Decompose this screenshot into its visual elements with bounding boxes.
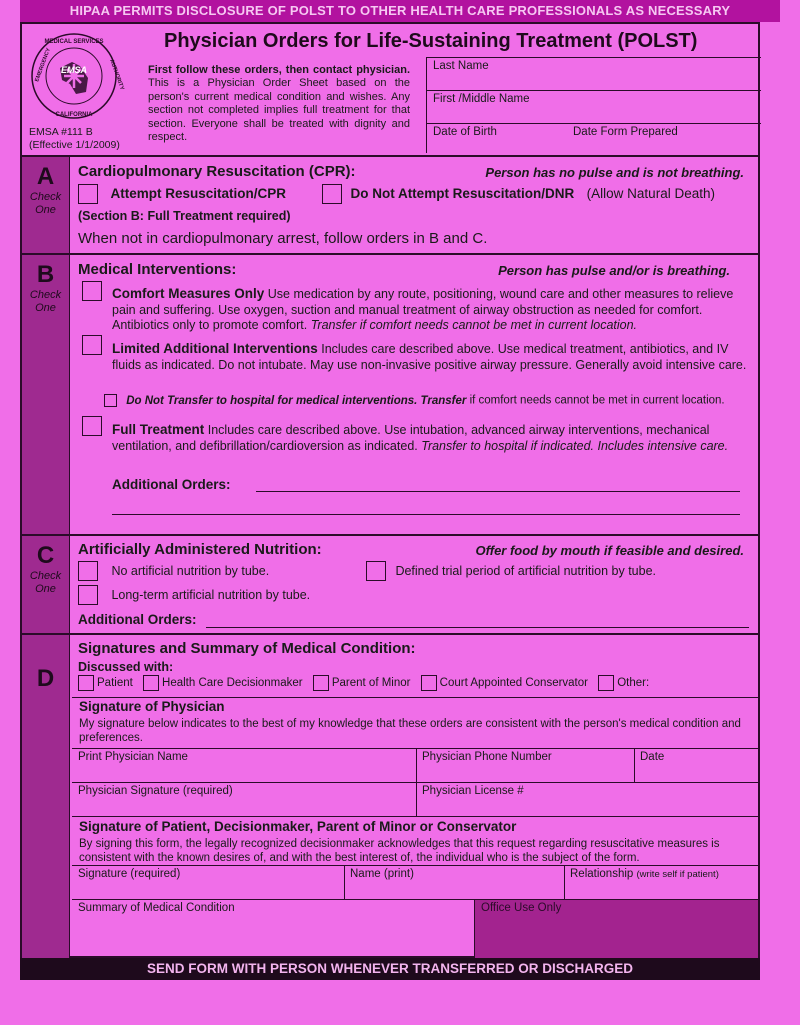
- trial-nutrition-option[interactable]: [366, 561, 656, 581]
- parent-of-minor-label: Parent of Minor: [331, 677, 411, 690]
- section-b-title: Medical Interventions:: [78, 261, 237, 278]
- section-c-additional-orders-label: Additional Orders:: [78, 612, 197, 627]
- last-name-label: Last Name: [433, 60, 489, 72]
- patient-signature-label: Signature (required): [78, 868, 181, 880]
- name-print-label: Name (print): [350, 868, 414, 880]
- section-c-check-one: Check One: [29, 570, 62, 595]
- decisionmaker-label: Health Care Decisionmaker: [162, 677, 303, 690]
- cpr-option-dnr[interactable]: [322, 184, 715, 204]
- conservator-label: Court Appointed Conservator: [439, 677, 588, 690]
- hipaa-banner: HIPAA PERMITS DISCLOSURE OF POLST TO OTHER HEALTH CARE PROFESSIONALS AS NECESSARY: [20, 0, 780, 22]
- emsa-logo: [30, 32, 125, 120]
- do-not-transfer-checkbox[interactable]: [104, 394, 117, 407]
- patient-signature-field[interactable]: [72, 865, 344, 899]
- section-b-additional-orders-line2[interactable]: [112, 514, 740, 515]
- section-b-additional-orders-label: Additional Orders:: [112, 477, 231, 492]
- limited-interventions-text: Includes care described above. Use medical treatment, antibiotics, and IV fluids as indicated. Do not intubate. May use non-invasive positive airway pressure. Generally avoid intensive care.: [112, 342, 747, 372]
- section-b-additional-orders-line1[interactable]: [256, 491, 740, 492]
- intro-bold: First follow these orders, then contact physician.: [148, 64, 410, 76]
- section-a-check-one: Check One: [29, 191, 62, 216]
- polst-form: [20, 22, 760, 958]
- grid-divider-4: [564, 865, 565, 899]
- comfort-measures-block: [112, 286, 760, 334]
- intro-rest: This is a Physician Order Sheet based on the person's current medical condition and wishes. Any section not completed implies full treatment for that section. Everyone shall be treated with dignity and respect.: [148, 77, 410, 144]
- discussed-with-options: [78, 675, 758, 691]
- comfort-measures-label: Comfort Measures Only: [112, 286, 265, 301]
- section-b-sidebar: [22, 255, 70, 534]
- section-c: [22, 534, 758, 633]
- last-name-field[interactable]: [427, 57, 761, 90]
- long-term-nutrition-checkbox[interactable]: [78, 585, 98, 605]
- attempt-cpr-label: Attempt Resuscitation/CPR: [110, 186, 286, 202]
- limited-interventions-checkbox[interactable]: [82, 335, 102, 355]
- discussed-with-label: Discussed with:: [78, 660, 174, 674]
- section-a-footer-text: When not in cardiopulmonary arrest, follow orders in B and C.: [78, 230, 488, 247]
- dnr-checkbox[interactable]: [322, 184, 342, 204]
- intro-text: [148, 64, 410, 144]
- other-label: Other:: [617, 677, 650, 690]
- section-d-letter: D: [36, 665, 55, 692]
- physician-signature-label: Physician Signature (required): [78, 785, 233, 797]
- section-b-check-one: Check One: [29, 289, 62, 314]
- conservator-checkbox[interactable]: [421, 675, 437, 691]
- trial-nutrition-label: Defined trial period of artificial nutrition by tube.: [395, 564, 657, 579]
- section-c-title: Artificially Administered Nutrition:: [78, 541, 322, 558]
- date-prepared-label[interactable]: Date Form Prepared: [573, 126, 678, 138]
- physician-sig-top-line: [72, 697, 758, 698]
- section-c-letter: C: [36, 542, 55, 569]
- relationship-field[interactable]: [564, 865, 758, 899]
- first-middle-label: First /Middle Name: [433, 93, 530, 105]
- name-print-field[interactable]: [344, 865, 564, 899]
- section-a-note: Person has no pulse and is not breathing.: [485, 165, 744, 180]
- print-physician-name-label: Print Physician Name: [78, 751, 188, 763]
- patient-label: Patient: [97, 677, 133, 690]
- section-d: [22, 633, 758, 958]
- limited-interventions-block: [112, 341, 752, 373]
- allow-natural-death-note: (Allow Natural Death): [586, 186, 715, 202]
- relationship-note: (write self if patient): [636, 869, 719, 880]
- attempt-cpr-checkbox[interactable]: [78, 184, 98, 204]
- grid-divider-2: [634, 748, 635, 782]
- parent-of-minor-checkbox[interactable]: [313, 675, 329, 691]
- patient-signature-title: Signature of Patient, Decisionmaker, Parent of Minor or Conservator: [79, 819, 517, 834]
- patient-checkbox[interactable]: [78, 675, 94, 691]
- decisionmaker-checkbox[interactable]: [143, 675, 159, 691]
- do-not-transfer-rest: if comfort needs cannot be met in current location.: [466, 394, 725, 407]
- logo-right-text: AUTHORITY: [108, 58, 125, 91]
- section-c-additional-orders-line[interactable]: [206, 627, 749, 628]
- physician-date-field[interactable]: [634, 748, 758, 782]
- logo-bottom-text: CALIFORNIA: [55, 112, 93, 118]
- long-term-nutrition-option[interactable]: [78, 585, 310, 605]
- patient-info-box: [426, 57, 760, 153]
- patient-sig-top-line: [72, 816, 758, 817]
- emsa-code: [29, 126, 120, 152]
- comfort-measures-checkbox[interactable]: [82, 281, 102, 301]
- transfer-footer: SEND FORM WITH PERSON WHENEVER TRANSFERRED OR DISCHARGED: [20, 958, 760, 980]
- summary-medical-condition-field[interactable]: [72, 899, 474, 960]
- physician-phone-label: Physician Phone Number: [422, 751, 552, 763]
- grid-divider-3: [344, 865, 345, 899]
- section-d-sidebar: [22, 635, 70, 958]
- first-middle-name-field[interactable]: [427, 90, 761, 123]
- effective-date: (Effective 1/1/2009): [29, 139, 120, 151]
- limited-interventions-label: Limited Additional Interventions: [112, 341, 318, 356]
- section-a-letter: A: [36, 163, 55, 190]
- physician-date-label: Date: [640, 751, 665, 763]
- do-not-transfer-option[interactable]: [104, 394, 725, 407]
- emsa-number: EMSA #111 B: [29, 126, 93, 138]
- section-c-sidebar: [22, 536, 70, 633]
- section-a-title: Cardiopulmonary Resuscitation (CPR):: [78, 163, 356, 180]
- logo-top-text: MEDICAL SERVICES: [44, 39, 104, 45]
- cpr-option-attempt[interactable]: [78, 184, 286, 204]
- patient-signature-text: By signing this form, the legally recognized decisionmaker acknowledges that this request regarding resuscitative measures is consistent with the known desires of, and with the best interest of, the individual who is the subject of the form.: [79, 838, 720, 864]
- summary-medical-condition-label: Summary of Medical Condition: [78, 902, 235, 914]
- physician-signature-text: My signature below indicates to the best of my knowledge that these orders are consistent with the person's medical condition and preferences.: [79, 718, 741, 744]
- full-treatment-text: Includes care described above. Use intubation, advanced airway interventions, mechanical ventilation, and defibrillation/cardioversion as indicated.: [112, 423, 710, 453]
- form-title: Physician Orders for Life-Sustaining Treatment (POLST): [164, 30, 698, 52]
- physician-license-label: Physician License #: [422, 785, 524, 797]
- attempt-cpr-sublabel: (Section B: Full Treatment required): [78, 209, 291, 223]
- physician-license-field[interactable]: [416, 782, 758, 816]
- full-treatment-block: [112, 422, 742, 454]
- section-a: [22, 155, 758, 253]
- physician-phone-field[interactable]: [416, 748, 634, 782]
- long-term-nutrition-label: Long-term artificial nutrition by tube.: [111, 588, 311, 603]
- print-physician-name-field[interactable]: [72, 748, 416, 782]
- section-b: [22, 253, 758, 534]
- no-artificial-nutrition-option[interactable]: [78, 561, 269, 581]
- physician-signature-title: Signature of Physician: [79, 699, 225, 714]
- section-b-letter: B: [36, 261, 55, 288]
- logo-center-text: EMSA: [60, 65, 88, 75]
- comfort-measures-text: Use medication by any route, positioning, wound care and other measures to relieve pain and suffering. Use oxygen, suction and manual treatment of airway obstruction as needed for comfort. Antibiotics only to promote comfort.: [112, 287, 734, 332]
- physician-signature-field[interactable]: [72, 782, 416, 816]
- comfort-transfer-text: Transfer if comfort needs cannot be met in current location.: [310, 318, 638, 332]
- section-b-note: Person has pulse and/or is breathing.: [498, 263, 730, 278]
- full-treatment-transfer: Transfer to hospital if indicated. Includes intensive care.: [421, 438, 729, 453]
- full-treatment-checkbox[interactable]: [82, 416, 102, 436]
- dob-row: [427, 123, 761, 153]
- relationship-label: Relationship: [570, 868, 634, 880]
- section-d-title: Signatures and Summary of Medical Condition:: [78, 640, 416, 657]
- no-artificial-nutrition-label: No artificial nutrition by tube.: [111, 564, 270, 579]
- section-a-sidebar: [22, 157, 70, 253]
- office-use-only-box: [474, 899, 758, 960]
- section-c-note: Offer food by mouth if feasible and desired.: [475, 543, 744, 558]
- do-not-transfer-label: Do Not Transfer to hospital for medical interventions. Transfer: [126, 394, 467, 407]
- dnr-label: Do Not Attempt Resuscitation/DNR: [350, 186, 575, 202]
- full-treatment-label: Full Treatment: [112, 422, 205, 437]
- office-use-only-label: Office Use Only: [481, 902, 562, 914]
- logo-left-text: EMERGENCY: [34, 47, 53, 83]
- other-checkbox[interactable]: [598, 675, 614, 691]
- no-artificial-nutrition-checkbox[interactable]: [78, 561, 98, 581]
- trial-nutrition-checkbox[interactable]: [366, 561, 386, 581]
- dob-label[interactable]: Date of Birth: [433, 126, 497, 138]
